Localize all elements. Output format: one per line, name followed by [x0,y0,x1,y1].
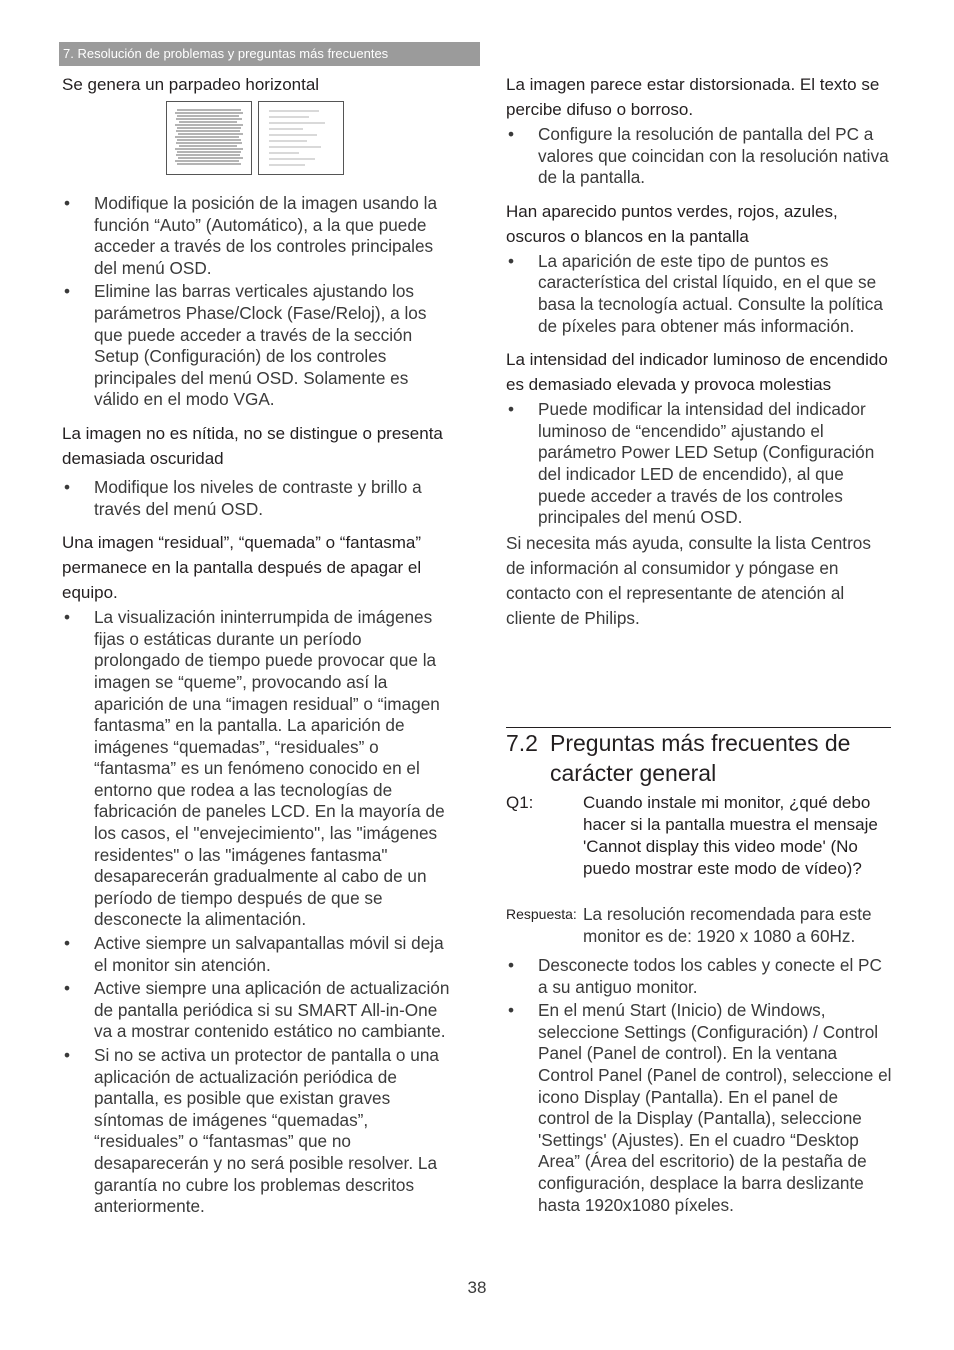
question-label: Q1: [506,793,534,812]
section-number: 7.2 [506,730,538,756]
list-item: • Active siempre una aplicación de actualización de pantalla periódica si su SMART All-in-One va a mostrar contenido estático no cambiante. [62,978,452,1043]
heading-distorted-image: La imagen parece estar distorsionada. El texto se percibe difuso o borroso. [506,75,880,119]
flicker-steps [62,193,452,411]
flicker-illustration [166,101,420,181]
heading-blurry-dark: La imagen no es nítida, no se distingue o presenta demasiada oscuridad [62,423,443,468]
list-item: • En el menú Start (Inicio) de Windows, seleccione Settings (Configuración) / Control Panel (Panel de control). En la ventana Control Panel (Panel de control), seleccione el icono Display (Pantalla). En el panel de control de la Display (Pantalla), seleccione 'Settings' (Ajustes). En el cuadro “Desktop Area” (Área del escritorio) de la pestaña de configuración, desplace la barra deslizante hasta 1920x1080 píxeles. [506,1000,892,1216]
list-item: • Active siempre un salvapantallas móvil si deja el monitor sin atención. [62,933,452,976]
faq-answer-1 [506,903,892,947]
heading-power-led: La intensidad del indicador luminoso de encendido es demasiado elevada y provoca molestias [506,350,888,395]
list-item: • Puede modificar la intensidad del indicador luminoso de “encendido” ajustando el parámetro Power LED Setup (Configuración del indicador LED de encendido), al que puede acceder a través de los controles principales del menú OSD. [506,399,892,529]
question-text: Cuando instale mi monitor, ¿qué debo hacer si la pantalla muestra el mensaje 'Cannot display this video mode' (No puedo mostrar este modo de vídeo)? [583,793,878,878]
answer-steps-list [506,955,892,1216]
power-led-steps [506,399,892,529]
list-item: • Elimine las barras verticales ajustando los parámetros Phase/Clock (Fase/Reloj), a los que puede acceder a través de la sección Setup (Configuración) de los controles principales del menú OSD. Solamente es válido en el modo VGA. [62,281,452,411]
section-title-line1: Preguntas más frecuentes de [550,730,851,756]
answer-steps [506,955,892,1226]
list-item: • La aparición de este tipo de puntos es característica del cristal líquido, en el que se basa la tecnología actual. Consulte la política de píxeles para obtener más información. [506,251,892,337]
dots-steps [506,251,892,337]
page-number: 38 [467,1278,487,1297]
answer-label: Respuesta: [506,906,577,922]
faq-question-1 [506,792,892,880]
list-item: • Modifique la posición de la imagen usando la función “Auto” (Automático), a la que puede acceder a través de los controles principales del menú OSD. [62,193,452,279]
flicker-screen-before [166,101,252,175]
list-item: • Configure la resolución de pantalla del PC a valores que coincidan con la resolución nativa de la pantalla. [506,124,892,189]
flicker-screen-after [258,101,344,175]
section-title-line2: carácter general [550,760,717,786]
help-paragraph: Si necesita más ayuda, consulte la lista Centros de información al consumidor y póngase en contacto con el representante de atención al cliente de Philips. [506,532,871,628]
chapter-breadcrumb: 7. Resolución de problemas y preguntas más frecuentes [63,46,389,61]
list-item: • Si no se activa un protector de pantalla o una aplicación de actualización periódica de pantalla, es posible que existan graves síntomas de imágenes “quemadas”, “residuales” o “fantasmas” que no desaparecerán y no será posible resolver. La garantía no cubre los problemas descritos anteriormente. [62,1045,452,1218]
list-item: • La visualización ininterrumpida de imágenes fijas o estáticas durante un período prolongado de tiempo puede provocar que la imagen se “queme”, provocando así la aparición de una “imagen residual” o “imagen fantasma” en la pantalla. La aparición de imágenes “quemadas”, “residuales” o “fantasma” es un fenómeno conocido en el entorno que rodea a las tecnologías de fabricación de paneles LCD. En la mayoría de los casos, el "envejecimiento", las "imágenes residentes" o las "imágenes fantasma" desaparecerán gradualmente al cabo de un período de tiempo después de que se desconecte la alimentación. [62,607,452,931]
chapter-header-bar [59,42,480,66]
heading-image-retention: Una imagen “residual”, “quemada” o “fantasma” permanece en la pantalla después de apagar el equipo. [62,533,422,603]
left-column [62,72,452,1228]
blurry-steps [62,477,452,520]
right-column [506,72,892,631]
section-title [506,728,850,788]
list-item: • Desconecte todos los cables y conecte el PC a su antiguo monitor. [506,955,892,998]
list-item: • Modifique los niveles de contraste y brillo a través del menú OSD. [62,477,452,520]
retention-steps [62,607,452,1218]
heading-horizontal-flicker: Se genera un parpadeo horizontal [62,75,320,94]
distorted-steps [506,124,892,189]
answer-text: La resolución recomendada para este monitor es de: 1920 x 1080 a 60Hz. [583,904,872,946]
heading-colored-dots: Han aparecido puntos verdes, rojos, azules, oscuros o blancos en la pantalla [506,201,838,246]
